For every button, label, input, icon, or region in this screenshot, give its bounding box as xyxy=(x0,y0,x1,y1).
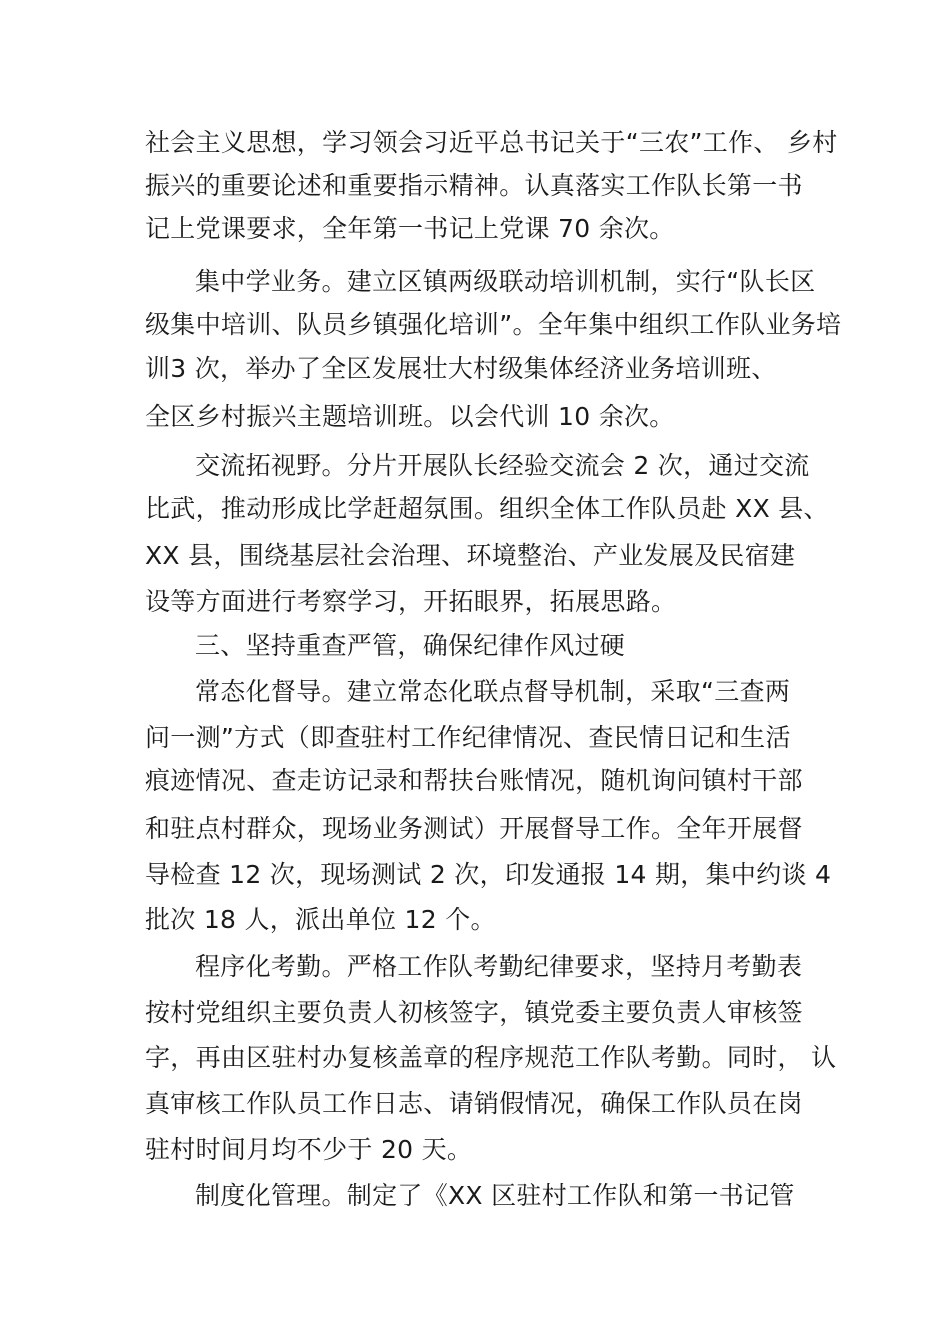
text-line: 字，再由区驻村办复核盖章的程序规范工作队考勤。同时， 认 xyxy=(145,1043,837,1072)
text-line: 和驻点村群众，现场业务测试）开展督导工作。全年开展督 xyxy=(145,814,803,843)
text-line: 批次 18 人，派出单位 12 个。 xyxy=(145,905,496,934)
text-line: 全区乡村振兴主题培训班。以会代训 10 余次。 xyxy=(145,402,675,431)
text-line: 社会主义思想，学习领会习近平总书记关于“三农”工作、 乡村 xyxy=(145,128,838,157)
paragraph-start-line: 程序化考勤。严格工作队考勤纪律要求，坚持月考勤表 xyxy=(195,952,803,981)
text-line: 按村党组织主要负责人初核签字，镇党委主要负责人审核签 xyxy=(145,998,803,1027)
paragraph-start-line: 集中学业务。建立区镇两级联动培训机制，实行“队长区 xyxy=(195,267,816,296)
text-line: 记上党课要求，全年第一书记上党课 70 余次。 xyxy=(145,214,675,243)
text-line: XX 县，围绕基层社会治理、环境整治、产业发展及民宿建 xyxy=(145,541,796,570)
text-line: 驻村时间月均不少于 20 天。 xyxy=(145,1135,473,1164)
section-heading: 三、坚持重查严管，确保纪律作风过硬 xyxy=(195,631,626,660)
text-line: 痕迹情况、查走访记录和帮扶台账情况，随机询问镇村干部 xyxy=(145,766,803,795)
text-line: 问一测”方式（即查驻村工作纪律情况、查民情日记和生活 xyxy=(145,723,791,752)
text-line: 振兴的重要论述和重要指示精神。认真落实工作队长第一书 xyxy=(145,171,803,200)
paragraph-start-line: 制度化管理。制定了《XX 区驻村工作队和第一书记管 xyxy=(195,1181,795,1210)
paragraph-start-line: 常态化督导。建立常态化联点督导机制，采取“三查两 xyxy=(195,677,791,706)
text-line: 级集中培训、队员乡镇强化培训”。全年集中组织工作队业务培 xyxy=(145,310,842,339)
text-line: 比武，推动形成比学赶超氛围。组织全体工作队员赴 XX 县、 xyxy=(145,494,829,523)
text-line: 训3 次，举办了全区发展壮大村级集体经济业务培训班、 xyxy=(145,354,777,383)
paragraph-start-line: 交流拓视野。分片开展队长经验交流会 2 次，通过交流 xyxy=(195,451,810,480)
text-line: 真审核工作队员工作日志、请销假情况，确保工作队员在岗 xyxy=(145,1089,803,1118)
text-line: 设等方面进行考察学习，开拓眼界，拓展思路。 xyxy=(145,587,677,616)
text-line: 导检查 12 次，现场测试 2 次，印发通报 14 期，集中约谈 4 xyxy=(145,860,832,889)
